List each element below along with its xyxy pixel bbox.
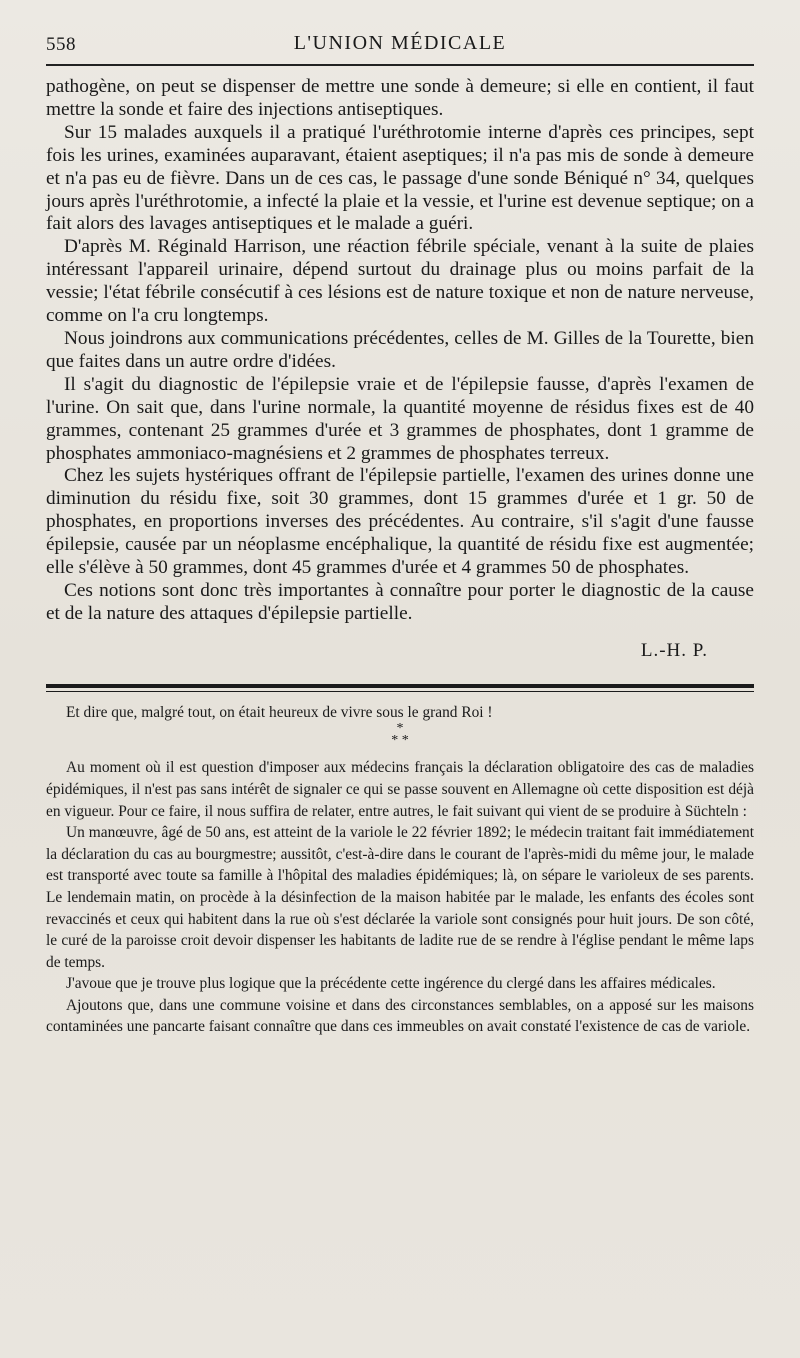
author-signature: L.-H. P.: [640, 639, 708, 661]
header-rule: [46, 64, 754, 66]
asterism-bottom: * *: [391, 733, 409, 749]
asterism-top: *: [396, 721, 404, 737]
note-paragraph: Au moment où il est question d'imposer aux médecins français la déclaration obligatoire des cas de maladies épidémiques, il n'est pas sans intérêt de signaler ce qui se passe souvent en Allemagne où cette disposition est déjà en vigueur. Pour ce faire, il nous suffira de relater, entre autres, le fait suivant qui vient de se produire à Süchteln :: [46, 759, 754, 820]
page-header: [46, 24, 754, 58]
main-article: [46, 76, 754, 626]
paragraph: Ces notions sont donc très importantes à connaître pour porter le diagnostic de la cause et de la nature des attaques d'épilepsie partielle.: [46, 579, 754, 624]
section-rule: [46, 684, 754, 688]
note-paragraph: Un manœuvre, âgé de 50 ans, est atteint de la variole le 22 février 1892; le médecin traitant fait immédiatement la déclaration du cas au bourgmestre; aussitôt, c'est-à-dire dans le courant de l'après-midi du même jour, le malade est transporté avec toute sa famille à l'hôpital des maladies épidémiques; là, on sépare le varioleux de ses parents. Le lendemain matin, on procède à la désinfection de la maison habitée par le malade, les enfants des écoles sont revaccinés et ceux qui habitent dans la rue où s'est déclarée la variole sont consignés pour huit jours. De son côté, le curé de la paroisse croit devoir dispenser les habitants de ladite rue de se rendre à l'église pendant le même laps de temps.: [46, 824, 754, 971]
feuilleton-note: [46, 702, 754, 1038]
paragraph: Sur 15 malades auxquels il a pratiqué l'uréthrotomie interne d'après ces principes, sept fois les urines, examinées auparavant, étaient aseptiques; il n'a pas mis de sonde à demeure et n'a pas eu de fièvre. Dans un de ces cas, le passage d'une sonde Béniqué n° 34, quelques jours après l'uréthrotomie, a infecté la plaie et la vessie, et l'urine est devenue septique; on a fait alors des lavages antiseptiques et le malade a guéri.: [46, 121, 754, 235]
note-paragraph: Ajoutons que, dans une commune voisine et dans des circonstances semblables, on a apposé sur les maisons contaminées une pancarte faisant connaître que dans ces immeubles on avait constaté l'existence de cas de variole.: [46, 996, 754, 1036]
page-number: 558: [46, 34, 76, 55]
note-paragraph: J'avoue que je trouve plus logique que la précédente cette ingérence du clergé dans les affaires médicales.: [66, 975, 716, 993]
paragraph: Il s'agit du diagnostic de l'épilepsie vraie et de l'épilepsie fausse, d'après l'examen de l'urine. On sait que, dans l'urine normale, la quantité moyenne de résidus fixes est de 40 grammes, contenant 25 grammes d'urée et 3 grammes de phosphates, dont 1 gramme de phosphates ammoniaco-magnésiens et 2 grammes de phosphates terreux.: [46, 373, 754, 464]
epigraph: Et dire que, malgré tout, on était heureux de vivre sous le grand Roi !: [66, 703, 493, 721]
paragraph: Chez les sujets hystériques offrant de l'épilepsie partielle, l'examen des urines donne une diminution du résidu fixe, soit 30 grammes, dont 15 grammes d'urée et 1 gr. 50 de phosphates, en proportions inverses des précédentes. Au contraire, s'il s'agit d'une fausse épilepsie, causée par un néoplasme encéphalique, la quantité de résidu fixe est augmentée; elle s'élève à 50 grammes, dont 45 grammes d'urée et 4 grammes 50 de phosphates.: [46, 465, 754, 579]
asterism: [46, 723, 754, 757]
running-title: L'UNION MÉDICALE: [293, 32, 507, 54]
paragraph: D'après M. Réginald Harrison, une réaction fébrile spéciale, venant à la suite de plaies intéressant l'appareil urinaire, dépend surtout du drainage plus ou moins parfait de la vessie; l'état fébrile consécutif à ces lésions est de nature toxique et non de nature nerveuse, comme on l'a cru longtemps.: [46, 236, 754, 327]
paragraph: pathogène, on peut se dispenser de mettre une sonde à demeure; si elle en contient, il faut mettre la sonde et faire des injections antiseptiques.: [46, 76, 754, 120]
paragraph: Nous joindrons aux communications précédentes, celles de M. Gilles de la Tourette, bien que faites dans un autre ordre d'idées.: [46, 327, 754, 372]
